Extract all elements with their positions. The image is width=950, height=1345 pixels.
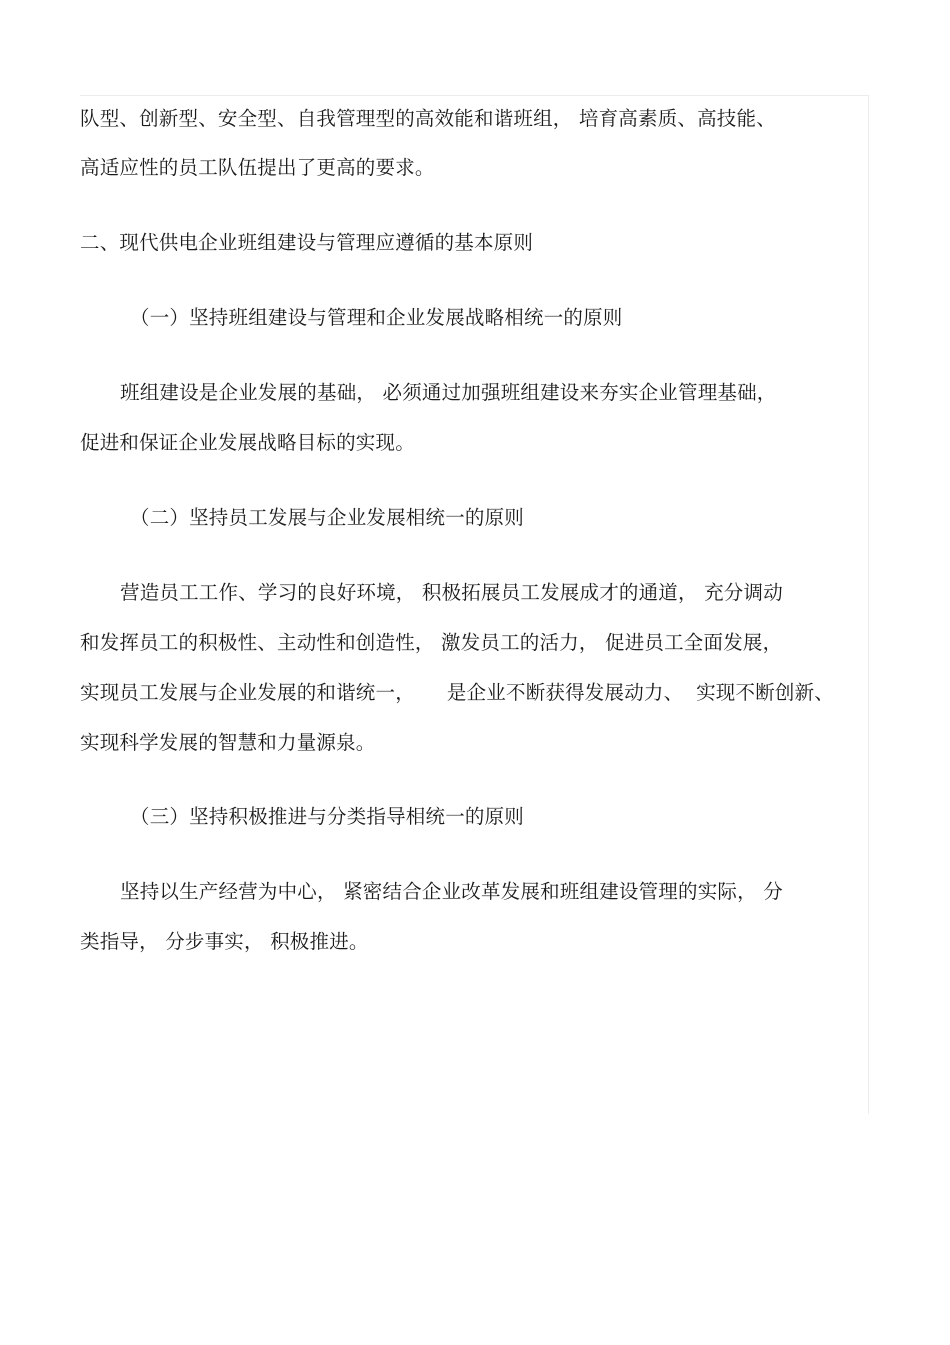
paragraph-line: 实现员工发展与企业发展的和谐统一， 是企业不断获得发展动力、 实现不断创新、 <box>80 681 834 704</box>
paragraph-line: 营造员工工作、学习的良好环境， 积极拓展员工发展成才的通道， 充分调动 <box>120 581 783 604</box>
paragraph-line: 坚持以生产经营为中心， 紧密结合企业改革发展和班组建设管理的实际， 分 <box>120 880 783 903</box>
paragraph-line: 类指导， 分步事实， 积极推进。 <box>80 930 369 953</box>
paragraph-line: 促进和保证企业发展战略目标的实现。 <box>80 431 415 454</box>
paragraph-line: 高适应性的员工队伍提出了更高的要求。 <box>80 156 435 179</box>
paragraph-line: 队型、创新型、安全型、自我管理型的高效能和谐班组， 培育高素质、高技能、 <box>80 107 776 130</box>
subheading: （三）坚持积极推进与分类指导相统一的原则 <box>130 805 525 828</box>
subheading: （一）坚持班组建设与管理和企业发展战略相统一的原则 <box>130 306 623 329</box>
paragraph-line: 班组建设是企业发展的基础， 必须通过加强班组建设来夯实企业管理基础， <box>120 381 777 404</box>
paragraph-line: 实现科学发展的智慧和力量源泉。 <box>80 731 376 754</box>
subheading: （二）坚持员工发展与企业发展相统一的原则 <box>130 506 525 529</box>
section-heading: 二、现代供电企业班组建设与管理应遵循的基本原则 <box>80 231 534 254</box>
paragraph-line: 和发挥员工的积极性、主动性和创造性， 激发员工的活力， 促进员工全面发展， <box>80 631 783 654</box>
